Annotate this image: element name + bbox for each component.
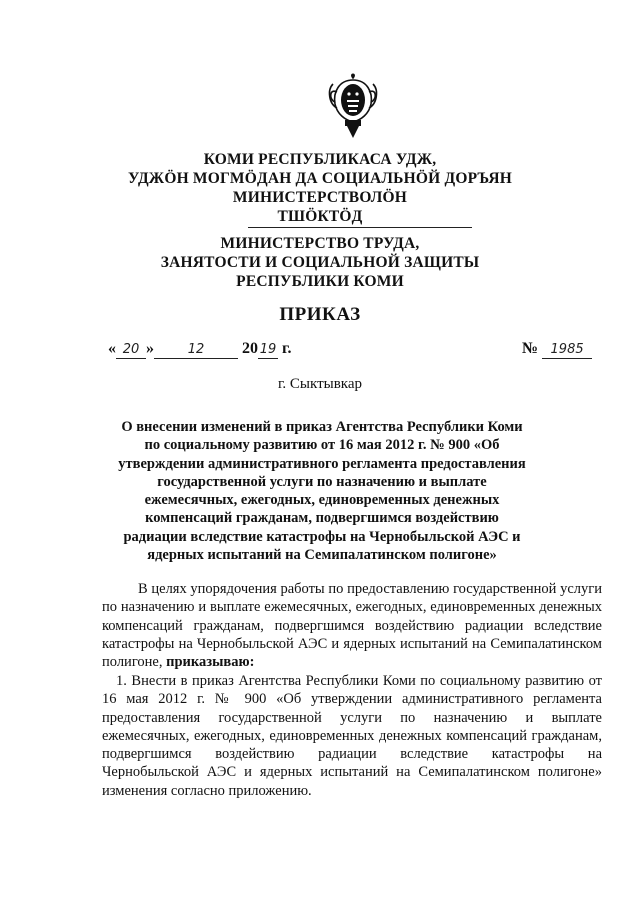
document-type: ПРИКАЗ xyxy=(279,304,361,325)
order-number xyxy=(522,340,592,359)
date-year-suffix: 19 xyxy=(259,342,277,357)
header-ru-line: РЕСПУБЛИКИ КОМИ xyxy=(236,273,404,290)
date-month: 12 xyxy=(154,342,238,359)
preamble-text: В целях упорядочения работы по предоставлению государственной услуги по назначению и выплате ежемесячных, ежегодных, единовременных денежных компенсаций гражданам, подвергшимся воздействию радиации вследствие катастрофы на Чернобыльской АЭС и ядерных испытаний на Семипалатинском полигоне, xyxy=(102,581,602,671)
order-date xyxy=(108,340,291,359)
header-komi-line: КОМИ РЕСПУБЛИКАСА УДЖ, xyxy=(203,151,437,168)
date-year-label: г. xyxy=(282,340,292,357)
paragraph-item-1: 1. Внести в приказ Агентства Республики Коми по социальному развитию от 16 мая 2012 г. № 900 «Об утверждении административного регламента предоставления государственной услуги по назначению и выплате ежемесячных, ежегодных, единовременных денежных компенсаций гражданам, подвергшимся воздействию радиации вследствие катастрофы на Чернобыльской АЭС и ядерных испытаний на Семипалатинском полигоне» изменения согласно приложению. xyxy=(102,673,602,799)
number-value: 1985 xyxy=(542,342,592,359)
paragraph-preamble xyxy=(102,580,602,671)
coat-of-arms-icon xyxy=(327,70,379,142)
date-close-quote: » xyxy=(146,340,154,357)
order-title: О внесении изменений в приказ Агентства Республики Коми по социальному развитию от 16 мая 2012 г. № 900 «Об утверждении административного регламента предоставления государственной услуги по назначению и выплате ежемесячных, ежегодных, единовременных денежных компенсаций гражданам, подвергшимся воздействию радиации вследствие катастрофы на Чернобыльской АЭС и ядерных испытаний на Семипалатинском полигоне» xyxy=(118,419,526,564)
date-year-prefix: 20 xyxy=(242,340,258,357)
city: г. Сыктывкар xyxy=(277,376,363,392)
date-open-quote: « xyxy=(108,340,116,357)
header-ru-line: ЗАНЯТОСТИ И СОЦИАЛЬНОЙ ЗАЩИТЫ xyxy=(160,254,480,271)
header-komi-line: ТШÖКТÖД xyxy=(277,208,363,225)
header-komi-line: МИНИСТЕРСТВОЛÖН xyxy=(232,189,408,206)
header-komi-line: УДЖÖН МОГМÖДАН ДА СОЦИАЛЬНÖЙ ДОРЪЯН xyxy=(127,170,513,187)
header-komi xyxy=(0,150,640,226)
preamble-command: приказываю: xyxy=(166,654,255,671)
header-ru xyxy=(0,234,640,291)
date-day: 20 xyxy=(116,342,146,359)
number-label: № xyxy=(522,340,539,357)
header-ru-line: МИНИСТЕРСТВО ТРУДА, xyxy=(220,235,420,252)
header-divider xyxy=(248,227,472,228)
